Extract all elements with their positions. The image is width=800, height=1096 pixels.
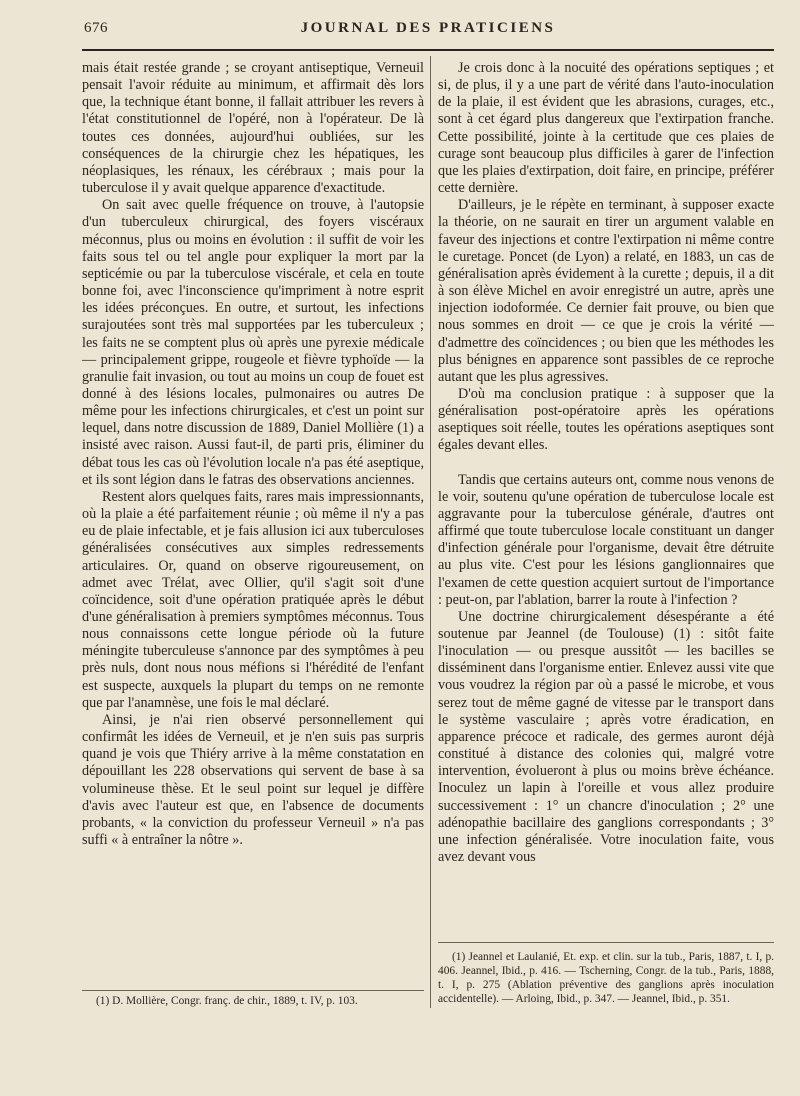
page-header (82, 20, 774, 46)
paragraph: D'où ma conclusion pratique : à supposer que la généralisation post-opératoire après les opérations aseptiques soit réelle, toutes les opérations aseptiques sont égales devant elles. (438, 385, 774, 454)
footnote-left (82, 994, 424, 1008)
paragraph: D'ailleurs, je le répète en terminant, à supposer exacte la théorie, on ne saurait en tirer un argument valable en faveur des injections et contre l'extirpation ni même contre le curetage. Poncet (de Lyon) a relaté, en 1883, un cas de généralisation après évidement à la curette ; depuis, il a dit à son élève Michel en avoir enregistré un autre, après une injection iodoformée. Ce dernier fait prouve, ou bien que nous sommes en droit — ce que je crois la vérité — d'admettre des coïncidences ; ou bien que les méthodes les plus bénignes en apparence sont passibles de ce reproche autant que les plus agressives. (438, 197, 774, 385)
footnote: (1) Jeannel et Laulanié, Et. exp. et clin. sur la tub., Paris, 1887, t. I, p. 406. Jeannel, Ibid., p. 416. — Tscherning, Congr. de la tub., Paris, 1888, t. I, p. 275 (Ablation préventive des ganglions après inoculation accidentelle). — Arloing, Ibid., p. 347. — Jeannel, Ibid., p. 351. (438, 951, 774, 1005)
journal-title: JOURNAL DES PRATICIENS (300, 20, 556, 36)
footnote: (1) D. Mollière, Congr. franç. de chir., 1889, t. IV, p. 103. (96, 995, 358, 1007)
header-rule (82, 49, 774, 51)
paragraph: Je crois donc à la nocuité des opérations septiques ; et si, de plus, il y a une part de vérité dans l'auto-inoculation de la plaie, il est évident que les abrasions, curages, etc., sont à cet égard plus dangereux que l'extirpation franche. Cette possibilité, jointe à la certitude que ces plaies de curage sont beaucoup plus difficiles à garer de l'infection que les plaies d'extirpation, doit faire, en principe, préférer cette dernière. (438, 60, 774, 197)
footnote-rule (438, 942, 774, 943)
paragraph: mais était restée grande ; se croyant antiseptique, Verneuil pensait l'avoir réduite au minimum, et affirmait dès lors que, la technique étant bonne, il fallait attribuer les revers à l'état constitutionnel de l'opéré, non à l'opérateur. De là toutes ces données, aujourd'hui oubliées, sur les conséquences de la chirurgie chez les hépatiques, les néoplasiques, les rénaux, les cérébraux ; mais pour la tuberculose il y avait quelque apparence d'exactitude. (82, 60, 424, 197)
paragraph: Une doctrine chirurgicalement désespérante a été soutenue par Jeannel (de Toulouse) (1) : sitôt faite l'inoculation — ou presque aussitôt — les bacilles se disséminent dans l'organisme entier. Enlevez aussi vite que vous voudrez la région par où a passé le microbe, et vous serez tout de même gagné de vitesse par le transport dans le système vasculaire ; après votre éradication, en apparence précoce et radicale, des germes auront déjà constitué à distance des colonies qui, malgré votre intervention, évolueront à plus ou moins brève échéance. Inoculez un lapin à l'oreille et vous allez produire successivement : 1° un chancre d'inoculation ; 2° une adénopathie bacillaire des ganglions correspondants ; 3° une infection généralisée. Votre inoculation faite, vous avez devant vous (438, 608, 774, 866)
paragraph: Restent alors quelques faits, rares mais impressionnants, où la plaie a été parfaitement réunie ; où même il n'y a pas eu de plaie infectable, et je fais allusion ici aux tuberculoses généralisées consécutives aux simples redressements articulaires. Or, quand on observe rigoureusement, on admet avec Trélat, avec Ollier, qu'il s'agit soit d'une coïncidence, soit d'une opération pratiquée après le début d'une généralisation à premiers symptômes méconnus. Tous nous connaissons cette longue période où la future méningite tuberculeuse s'annonce par des symptômes à peu près nuls, dont nous nous méfions si l'hérédité de l'enfant est suspecte, auxquels la plupart du temps on ne remonte que par l'anamnèse, une fois le mal déclaré. (82, 488, 424, 711)
paragraph: Ainsi, je n'ai rien observé personnellement qui confirmât les idées de Verneuil, et je n'en suis pas surpris quand je vois que Thiéry arrive à la même constatation en dépouillant les 228 observations qui servent de base à sa volumineuse thèse. Et le seul point sur lequel je diffère d'avis avec l'auteur est que, en l'absence de documents probants, « la conviction du professeur Verneuil » n'a pas suffi « à entraîner la nôtre ». (82, 711, 424, 849)
footnote-right (438, 950, 774, 1006)
left-column (82, 60, 424, 849)
page-number: 676 (84, 20, 108, 36)
paragraph: Tandis que certains auteurs ont, comme nous venons de le voir, soutenu qu'une opération de tuberculose locale est aggravante pour la tuberculose générale, d'autres ont affirmé que toute tuberculose locale constituant un danger d'infection générale pour l'organisme, devait être détruite au plus vite. C'est pour les lésions ganglionnaires que l'examen de cette question acquiert surtout de l'importance : peut-on, par l'ablation, barrer la route à l'infection ? (438, 471, 774, 608)
paragraph: On sait avec quelle fréquence on trouve, à l'autopsie d'un tuberculeux chirurgical, des foyers viscéraux méconnus, plus ou moins en évolution : il suffit de voir les faits sous tel ou tel angle pour expliquer la mort par la septicémie ou par la tuberculose viscérale, et cela en toute bonne foi, avec l'inconscience qu'impriment à notre esprit les idées préconçues. En outre, et surtout, les infections surajoutées sont très mal supportées par les tuberculeux ; les faits ne se comptent plus où après une pyrexie médicale — principalement grippe, rougeole et fièvre typhoïde — la granulie fait invasion, ou tout au moins un coup de fouet est donné à des lésions locales, pulmonaires ou autres De même pour les infections chirurgicales, et c'est un point sur lequel, dans notre discussion de 1889, Daniel Mollière (1) a insisté avec raison. Aussi faut-il, de parti pris, éliminer du débat tous les cas où l'évolution locale n'a pas été aseptique, et ils sont légion dans le fatras des observations anciennes. (82, 197, 424, 488)
column-divider (430, 56, 431, 1008)
right-column (438, 60, 774, 866)
footnote-rule (82, 990, 424, 991)
